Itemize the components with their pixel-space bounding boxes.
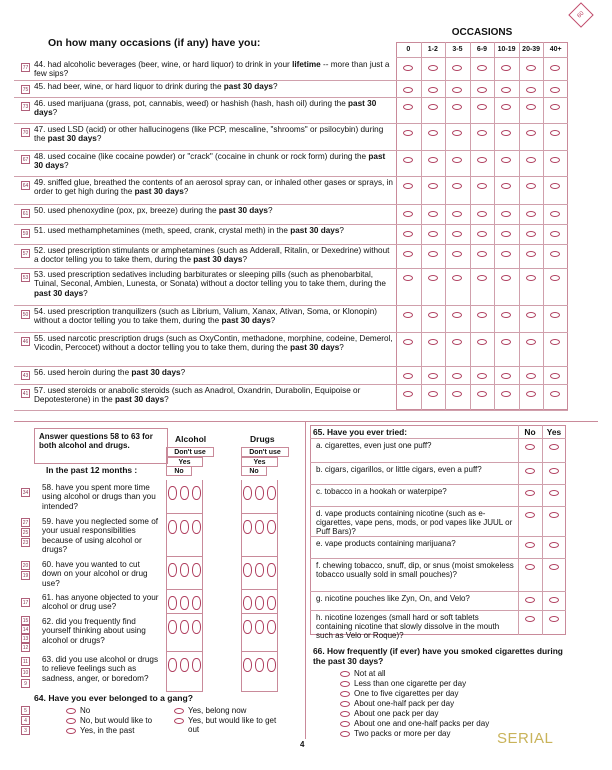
occasion-radio[interactable]: [428, 65, 438, 71]
question-code-box: 3: [21, 726, 30, 735]
occasion-question-text: [34, 246, 396, 265]
gang-option-radio[interactable]: [66, 718, 76, 724]
answer-radio[interactable]: [192, 486, 201, 500]
question-code-box: 10: [22, 670, 29, 676]
question-code-box: 25: [22, 530, 29, 536]
cigarette-frequency-label: Less than one cigarette per day: [354, 679, 467, 688]
question-code-box: 61: [22, 211, 29, 217]
answer-radio[interactable]: [180, 620, 189, 634]
occasion-radio[interactable]: [477, 211, 487, 217]
answer-radio[interactable]: [180, 486, 189, 500]
answer-radio[interactable]: [255, 563, 264, 577]
cigarette-frequency-radio[interactable]: [340, 691, 350, 697]
answer-radio[interactable]: [192, 596, 201, 610]
occasion-question-text: [34, 368, 396, 377]
tried-no-radio[interactable]: [525, 490, 535, 496]
question-separator: [14, 410, 568, 411]
question-text: 52. used prescription stimulants or amphetamines (such as Adderall, Ritalin, or Dexedrine) without a doctor telling you to take them, during the: [34, 246, 390, 265]
tried-no-radio[interactable]: [525, 468, 535, 474]
answer-radio[interactable]: [255, 486, 264, 500]
answer-radio[interactable]: [267, 620, 276, 634]
tobacco-item-text: g. nicotine pouches like Zyn, On, and Velo?: [316, 594, 470, 603]
answer-radio[interactable]: [267, 563, 276, 577]
column-divider: [305, 421, 306, 739]
question-text-end: ?: [242, 255, 248, 265]
question-code-box: 53: [22, 275, 29, 281]
answer-radio[interactable]: [192, 563, 201, 577]
question-text: 53. used prescription sedatives including barbiturates or sleeping pills (such as phenobarbital, Tuinal, Seconal, Ambien, Lunesta, or Sonata) without a doctor telling you to take them, during the: [34, 270, 386, 289]
corner-code: 60: [576, 10, 586, 20]
question-code-box: 17: [22, 600, 29, 606]
occasion-radio[interactable]: [403, 391, 413, 397]
answer-radio[interactable]: [168, 563, 177, 577]
answer-radio[interactable]: [243, 563, 252, 577]
question-text: 47. used LSD (acid) or other hallucinogens (like PCP, mescaline, "shrooms" or psilocybin) during the: [34, 125, 384, 144]
gang-option-radio[interactable]: [66, 728, 76, 734]
answer-radio[interactable]: [180, 563, 189, 577]
occasions-label: OCCASIONS: [451, 27, 513, 38]
occasion-question-text: [34, 99, 396, 118]
q65-yes-col-line: [542, 425, 543, 635]
tobacco-item-text: f. chewing tobacco, snuff, dip, or snus (moist smokeless tobacco usually sold in small pouches)?: [316, 561, 514, 580]
occasion-radio[interactable]: [403, 275, 413, 281]
question-separator: [14, 244, 568, 245]
tried-yes-radio[interactable]: [549, 542, 559, 548]
occasion-radio[interactable]: [403, 65, 413, 71]
occasion-radio[interactable]: [477, 183, 487, 189]
tried-no-radio[interactable]: [525, 616, 535, 622]
answer-radio[interactable]: [255, 620, 264, 634]
occasion-question-text: [34, 226, 396, 235]
occasion-question-text: [34, 386, 396, 405]
question-code-box: 27: [22, 520, 29, 526]
question-text-end: ?: [83, 288, 88, 298]
tried-yes-radio[interactable]: [549, 512, 559, 518]
cigarette-frequency-label: About one pack per day: [354, 709, 439, 718]
cigarette-frequency-label: About one-half pack per day: [354, 699, 455, 708]
occasion-radio[interactable]: [428, 211, 438, 217]
question-emphasis: past 30 days: [34, 99, 377, 118]
question-text-end: ?: [96, 134, 102, 144]
answer-radio[interactable]: [168, 596, 177, 610]
serial-label: SERIAL: [497, 730, 554, 747]
question-text: 49. sniffed glue, breathed the contents of an aerosol spray can, or inhaled other gases or sprays, in order to get high during the: [34, 178, 393, 197]
question-emphasis: past 30 days: [131, 368, 181, 377]
question-text-end: ?: [339, 343, 344, 353]
occasion-radio[interactable]: [428, 104, 438, 110]
occasion-question-text: [34, 82, 396, 91]
occasions-column-header: 1-2: [427, 46, 438, 53]
q65-row-line: [310, 438, 566, 439]
tobacco-item-text: c. tobacco in a hookah or waterpipe?: [316, 487, 447, 496]
answer-radio[interactable]: [267, 658, 276, 672]
occasions-column-header: 40+: [549, 46, 562, 53]
question-text-end: ?: [183, 187, 189, 197]
question-code-box: 5: [21, 706, 30, 715]
question-text: 51. used methamphetamines (meth, speed, crank, crystal meth) in the: [34, 226, 291, 235]
tobacco-item-text: h. nicotine lozenges (small hard or soft tablets containing nicotine that slowly dissolve in the mouth such as Velo or Roque)?: [316, 613, 500, 641]
tried-yes-radio[interactable]: [549, 597, 559, 603]
tried-no-radio[interactable]: [525, 542, 535, 548]
question-emphasis: past 30 days: [223, 82, 273, 91]
question-text: 46. used marijuana (grass, pot, cannabis, weed) or hashish (hash, hash oil) during the: [34, 99, 349, 108]
question-emphasis: past 30 days: [34, 288, 84, 298]
question-separator: [14, 366, 568, 367]
occasions-column-header: 20-39: [522, 46, 541, 53]
grid-header-line: [396, 57, 568, 58]
alcohol-drug-question-text: 59. have you neglected some of your usual responsibilities because of using alcohol or drugs?: [42, 517, 159, 555]
occasion-radio[interactable]: [477, 275, 487, 281]
answer-radio[interactable]: [267, 486, 276, 500]
cigarette-frequency-label: Not at all: [354, 669, 386, 678]
occasion-radio[interactable]: [526, 211, 536, 217]
occasion-radio[interactable]: [403, 373, 413, 379]
answer-radio[interactable]: [255, 520, 264, 534]
gang-option-label: No: [80, 706, 91, 715]
question-code-box: 41: [22, 391, 29, 397]
occasion-radio[interactable]: [403, 87, 413, 93]
q65-no-header: No: [524, 427, 536, 437]
occasion-radio[interactable]: [403, 339, 413, 345]
tobacco-item-text: d. vape products containing nicotine (such as e-cigarettes, vape pens, mods, or pod vapes like JUUL or Puff Bars)?: [316, 509, 513, 537]
tobacco-item-text: b. cigars, cigarillos, or little cigars, even a puff?: [316, 465, 482, 474]
q65-title: 65. Have you ever tried:: [313, 427, 408, 437]
answer-radio[interactable]: [243, 520, 252, 534]
answer-radio[interactable]: [180, 520, 189, 534]
cigarette-frequency-label: One to five cigarettes per day: [354, 689, 459, 698]
occasion-question-text: [34, 152, 396, 171]
page-title: On how many occasions (if any) have you:: [48, 37, 261, 49]
occasion-radio[interactable]: [526, 312, 536, 318]
question-code-box: 64: [22, 183, 29, 189]
answer-radio[interactable]: [192, 520, 201, 534]
answer-radio[interactable]: [168, 520, 177, 534]
question-code-box: 9: [21, 679, 30, 688]
occasion-radio[interactable]: [428, 251, 438, 257]
q65-row-line: [310, 610, 566, 611]
question-code-box: 4: [21, 716, 30, 725]
question-text-end: ?: [164, 395, 169, 405]
gang-option-radio[interactable]: [174, 718, 184, 724]
occasions-column-header: 10-19: [497, 46, 516, 53]
alcohol-drug-question-text: 61. has anyone objected to your alcohol or drug use?: [42, 593, 159, 612]
occasion-radio[interactable]: [428, 130, 438, 136]
question-code-box: 57: [22, 251, 29, 257]
question-separator: [14, 268, 568, 269]
period-label: In the past 12 months :: [46, 465, 138, 475]
alcohol-drug-question-text: 58. have you spent more time using alcohol or drugs than you intended?: [42, 483, 156, 511]
occasion-radio[interactable]: [526, 65, 536, 71]
cigarette-frequency-radio[interactable]: [340, 671, 350, 677]
question-text: 57. used steroids or anabolic steroids (such as Anadrol, Oxandrin, Durabolin, Equipoise or Depotesterone) in the: [34, 386, 361, 405]
question-code-box: 11: [22, 659, 29, 665]
occasion-radio[interactable]: [477, 391, 487, 397]
question-separator: [14, 332, 568, 333]
alcohol-dont-use-label: Don't use: [166, 447, 214, 457]
answer-radio[interactable]: [255, 658, 264, 672]
occasion-radio[interactable]: [526, 104, 536, 110]
tried-no-radio[interactable]: [525, 512, 535, 518]
occasion-radio[interactable]: [403, 312, 413, 318]
occasion-radio[interactable]: [428, 339, 438, 345]
occasion-radio[interactable]: [428, 312, 438, 318]
occasion-radio[interactable]: [428, 275, 438, 281]
question-text-end: ?: [64, 161, 69, 171]
question-emphasis: past 30 days: [290, 226, 340, 235]
question-emphasis: lifetime: [292, 60, 321, 69]
occasion-radio[interactable]: [403, 231, 413, 237]
q65-row-line: [310, 536, 566, 537]
occasion-radio[interactable]: [428, 373, 438, 379]
question-code-box: 20: [22, 563, 29, 569]
question-emphasis: past 30 days: [115, 395, 165, 405]
occasion-radio[interactable]: [526, 373, 536, 379]
question-emphasis: past 30 days: [218, 206, 268, 215]
gang-option-radio[interactable]: [174, 708, 184, 714]
alcohol-drug-question-text: 63. did you use alcohol or drugs to relieve feelings such as sadness, anger, or boredom?: [42, 655, 159, 683]
alcohol-drug-question-text: 62. did you frequently find yourself thinking about using alcohol or drugs?: [42, 617, 146, 645]
occasion-radio[interactable]: [477, 87, 487, 93]
alcohol-drug-question-text: 60. have you wanted to cut down on your alcohol or drug use?: [42, 560, 148, 588]
drugs-no-label: No: [241, 466, 267, 476]
question-code-box: 59: [22, 231, 29, 237]
answer-radio[interactable]: [192, 658, 201, 672]
question-code-box: 12: [22, 645, 29, 651]
question-text: 48. used cocaine (like cocaine powder) or "crack" (cocaine in chunk or rock form) during the: [34, 152, 369, 161]
instruction-text: Answer questions 58 to 63 for both alcohol and drugs.: [39, 432, 153, 451]
q64-title: 64. Have you ever belonged to a gang?: [34, 693, 194, 703]
page-number: 4: [300, 740, 305, 749]
question-emphasis: past 30 days: [47, 134, 97, 144]
answer-radio[interactable]: [243, 620, 252, 634]
question-text-end: ?: [339, 226, 344, 235]
cigarette-frequency-radio[interactable]: [340, 721, 350, 727]
occasion-radio[interactable]: [428, 391, 438, 397]
question-code-box: 77: [22, 65, 29, 71]
drugs-yes-label: Yes: [241, 457, 278, 467]
occasion-radio[interactable]: [477, 104, 487, 110]
q65-row-line: [310, 591, 566, 592]
question-text: 56. used heroin during the: [34, 368, 132, 377]
occasion-radio[interactable]: [526, 157, 536, 163]
tried-no-radio[interactable]: [525, 564, 535, 570]
q65-row-line: [310, 558, 566, 559]
answer-radio[interactable]: [168, 658, 177, 672]
question-code-box: 34: [22, 490, 29, 496]
question-separator: [14, 176, 568, 177]
tobacco-item-text: a. cigarettes, even just one puff?: [316, 441, 432, 450]
alcohol-no-label: No: [166, 466, 192, 476]
answer-radio[interactable]: [243, 658, 252, 672]
question-code-box: 19: [22, 573, 29, 579]
question-separator: [14, 204, 568, 205]
gang-option-radio[interactable]: [66, 708, 76, 714]
answer-radio[interactable]: [267, 596, 276, 610]
instruction-box: [34, 428, 168, 464]
q65-row-line: [310, 462, 566, 463]
tried-no-radio[interactable]: [525, 597, 535, 603]
question-separator: [14, 224, 568, 225]
section-divider: [14, 421, 598, 422]
occasion-question-text: [34, 270, 396, 298]
question-text-end: -- more than just a few sips?: [34, 60, 390, 79]
question-text-end: ?: [180, 368, 186, 377]
occasion-radio[interactable]: [403, 183, 413, 189]
q65-no-col-line: [518, 425, 519, 635]
cigarette-frequency-radio[interactable]: [340, 711, 350, 717]
question-separator: [14, 305, 568, 306]
tried-yes-radio[interactable]: [549, 564, 559, 570]
question-emphasis: past 30 days: [221, 316, 271, 326]
occasion-radio[interactable]: [477, 339, 487, 345]
question-text-end: ?: [270, 316, 276, 326]
question-code-box: 73: [22, 104, 29, 110]
occasion-radio[interactable]: [428, 231, 438, 237]
occasion-radio[interactable]: [526, 87, 536, 93]
q65-row-line: [310, 484, 566, 485]
question-code-box: 50: [22, 312, 29, 318]
question-code-box: 67: [22, 157, 29, 163]
occasion-radio[interactable]: [526, 130, 536, 136]
q66-title: 66. How frequently (if ever) have you smoked cigarettes during the past 30 days?: [313, 646, 563, 666]
question-code-box: 75: [22, 87, 29, 93]
occasion-radio[interactable]: [477, 373, 487, 379]
cigarette-frequency-label: About one and one-half packs per day: [354, 719, 490, 728]
occasion-radio[interactable]: [526, 275, 536, 281]
question-code-box: 13: [22, 636, 29, 642]
occasion-radio[interactable]: [477, 65, 487, 71]
alcohol-yes-label: Yes: [166, 457, 203, 467]
occasion-question-text: [34, 307, 396, 326]
occasion-radio[interactable]: [526, 339, 536, 345]
answer-radio[interactable]: [168, 486, 177, 500]
occasion-question-text: [34, 178, 396, 197]
occasions-column-header: 6-9: [476, 46, 488, 53]
cigarette-frequency-label: Two packs or more per day: [354, 729, 451, 738]
occasion-radio[interactable]: [403, 104, 413, 110]
question-emphasis: past 30 days: [134, 187, 184, 197]
occasion-radio[interactable]: [428, 87, 438, 93]
q65-yes-header: Yes: [546, 427, 562, 437]
answer-radio[interactable]: [168, 620, 177, 634]
question-separator: [14, 97, 568, 98]
question-text: 45. had beer, wine, or hard liquor to drink during the: [34, 82, 224, 91]
question-separator: [14, 80, 568, 81]
answer-radio[interactable]: [243, 596, 252, 610]
occasion-radio[interactable]: [526, 391, 536, 397]
occasion-question-text: [34, 206, 396, 215]
question-code-box: 15: [22, 618, 29, 624]
question-text-end: ?: [272, 82, 278, 91]
answer-radio[interactable]: [243, 486, 252, 500]
occasion-question-text: [34, 60, 396, 79]
occasion-radio[interactable]: [477, 157, 487, 163]
question-code-box: 43: [22, 373, 29, 379]
question-code-box: 70: [22, 130, 29, 136]
question-text: 55. used narcotic prescription drugs (such as OxyContin, methadone, morphine, codeine, Demerol, Vicodin, Percocet) without a doctor telling you to take them, during the: [34, 334, 393, 353]
gang-option-label: Yes, in the past: [80, 726, 135, 735]
alcohol-header: Alcohol: [175, 434, 207, 444]
gang-option-label: No, but would like to: [80, 716, 153, 725]
question-emphasis: past 30 days: [34, 152, 386, 171]
occasions-column-header: 3-5: [452, 46, 463, 53]
tried-yes-radio[interactable]: [549, 468, 559, 474]
occasions-column-header: 0: [406, 46, 411, 53]
drugs-header: Drugs: [250, 434, 275, 444]
occasion-radio[interactable]: [477, 231, 487, 237]
answer-radio[interactable]: [192, 620, 201, 634]
occasion-question-text: [34, 125, 396, 144]
occasion-radio[interactable]: [403, 211, 413, 217]
question-separator: [14, 384, 568, 385]
tried-yes-radio[interactable]: [549, 444, 559, 450]
answer-radio[interactable]: [180, 658, 189, 672]
question-text: 50. used phenoxydine (pox, px, breeze) during the: [34, 206, 219, 215]
occasion-radio[interactable]: [428, 157, 438, 163]
tried-no-radio[interactable]: [525, 444, 535, 450]
q65-row-line: [310, 506, 566, 507]
occasion-radio[interactable]: [526, 183, 536, 189]
question-separator: [14, 150, 568, 151]
question-text: 44. had alcoholic beverages (beer, wine, or hard liquor) to drink in your: [34, 60, 293, 69]
occasion-question-text: [34, 334, 396, 353]
answer-radio[interactable]: [267, 520, 276, 534]
occasion-radio[interactable]: [477, 251, 487, 257]
occasion-radio[interactable]: [526, 251, 536, 257]
tried-yes-radio[interactable]: [549, 616, 559, 622]
cigarette-frequency-radio[interactable]: [340, 701, 350, 707]
answer-radio[interactable]: [255, 596, 264, 610]
gang-option-label: Yes, belong now: [188, 706, 247, 715]
occasion-radio[interactable]: [477, 130, 487, 136]
tobacco-item-text: e. vape products containing marijuana?: [316, 539, 456, 548]
question-code-box: 46: [22, 339, 29, 345]
occasion-radio[interactable]: [526, 231, 536, 237]
question-code-box: 14: [22, 627, 29, 633]
question-text-end: ?: [267, 206, 273, 215]
occasion-radio[interactable]: [428, 183, 438, 189]
drugs-dont-use-label: Don't use: [241, 447, 289, 457]
question-code-box: 23: [22, 540, 29, 546]
question-text: 54. used prescription tranquilizers (such as Librium, Valium, Xanax, Ativan, Soma, or Klonopin) without a doctor telling you to take them, during the: [34, 307, 377, 326]
cigarette-frequency-radio[interactable]: [340, 681, 350, 687]
tried-yes-radio[interactable]: [549, 490, 559, 496]
question-separator: [14, 123, 568, 124]
occasion-radio[interactable]: [403, 251, 413, 257]
gang-option-label: Yes, but would like to get out: [188, 716, 277, 735]
occasion-radio[interactable]: [403, 130, 413, 136]
occasion-radio[interactable]: [403, 157, 413, 163]
answer-radio[interactable]: [180, 596, 189, 610]
question-emphasis: past 30 days: [193, 255, 243, 265]
cigarette-frequency-radio[interactable]: [340, 731, 350, 737]
occasion-radio[interactable]: [477, 312, 487, 318]
question-emphasis: past 30 days: [290, 343, 340, 353]
question-text-end: ?: [52, 108, 58, 118]
